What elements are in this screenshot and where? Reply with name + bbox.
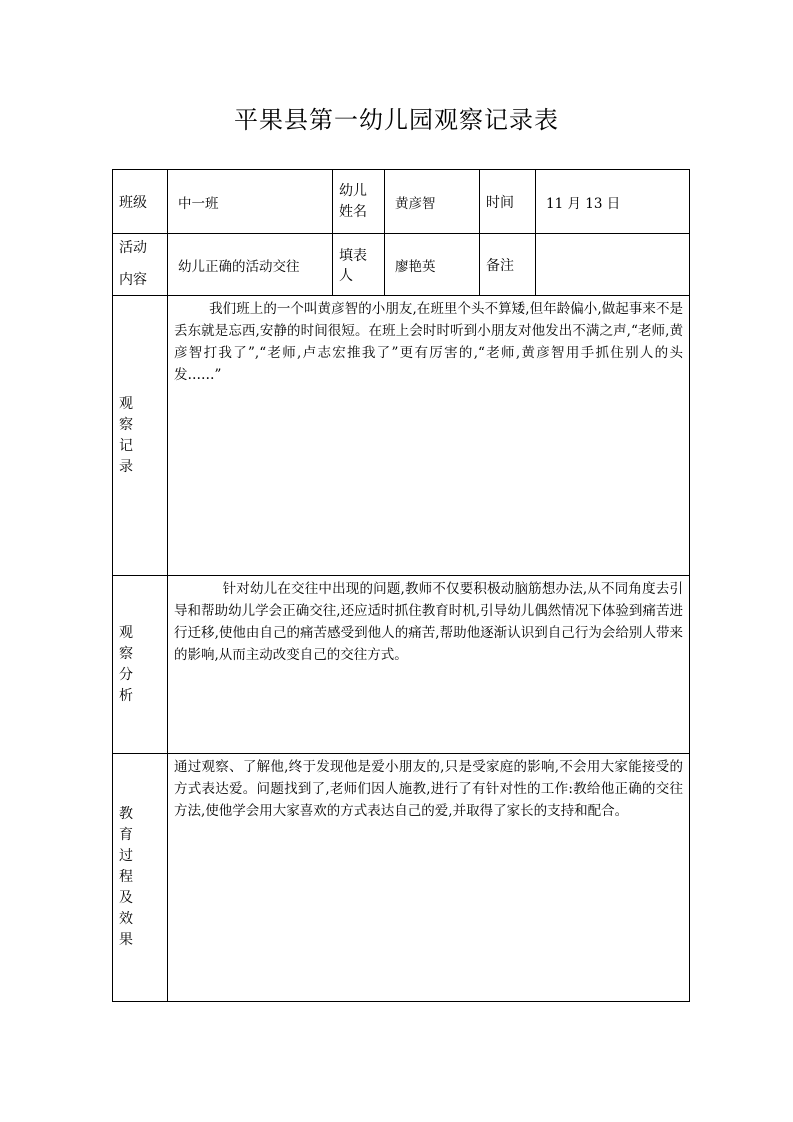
- table-row-info-1: [113, 170, 690, 234]
- time-value: 11 月 13 日: [536, 170, 690, 234]
- observation-label-char: 察: [119, 416, 133, 433]
- education-process-text: 通过观察、了解他,终于发现他是爱小朋友的,只是受家庭的影响,不会用大家能接受的方式表达爱。问题找到了,老师们因人施教,进行了有针对性的工作:教给他正确的交往方法,使他学会用大家喜欢的方式表达自己的爱,并取得了家长的支持和配合。: [174, 759, 683, 819]
- table-row-analysis: [113, 576, 690, 754]
- observation-record-text: 我们班上的一个叫黄彦智的小朋友,在班里个头不算矮,但年龄偏小,做起事来不是丢东就是忘西,安静的时间很短。在班上会时时听到小朋友对他发出不满之声,“老师,黄彦智打我了”,“老师,卢志宏推我了”更有厉害的,“老师,黄彦智用手抓住别人的头发……”: [174, 301, 683, 383]
- observation-label-char: 录: [119, 458, 133, 475]
- filler-value: 廖艳英: [385, 234, 480, 296]
- time-label: 时间: [480, 170, 536, 234]
- education-label-char: 程: [119, 869, 133, 885]
- activity-label-line2: 内容: [119, 272, 147, 288]
- activity-label-line1: 活动: [119, 240, 147, 256]
- education-label-char: 果: [119, 932, 133, 948]
- observation-label-char: 观: [119, 395, 133, 412]
- table-row-info-2: [113, 234, 690, 296]
- class-value: 中一班: [168, 170, 333, 234]
- observation-analysis-cell: [168, 576, 690, 754]
- observation-label: [113, 296, 168, 576]
- education-label-char: 及: [119, 890, 133, 906]
- observation-record-table: [112, 169, 690, 1002]
- education-label: [113, 754, 168, 1002]
- observation-analysis-text: 针对幼儿在交往中出现的问题,教师不仅要积极动脑筋想办法,从不同角度去引导和帮助幼儿学会正确交往,还应适时抓住教育时机,引导幼儿偶然情况下体验到痛苦进行迁移,使他由自己的痛苦感受到他人的痛苦,帮助他逐渐认识到自己行为会给别人带来的影响,从而主动改变自己的交往方式。: [174, 581, 683, 663]
- analysis-label: [113, 576, 168, 754]
- child-name-label: [333, 170, 385, 234]
- observation-label-char: 记: [119, 437, 133, 454]
- education-label-char: 过: [119, 848, 133, 864]
- remark-value: [536, 234, 690, 296]
- analysis-label-char: 察: [119, 645, 133, 662]
- analysis-label-char: 观: [119, 624, 133, 641]
- education-label-char: 育: [119, 827, 133, 843]
- page-title: 平果县第一幼儿园观察记录表: [234, 106, 559, 134]
- child-name-value: 黄彦智: [385, 170, 480, 234]
- education-label-char: 教: [119, 806, 133, 822]
- table-row-education: [113, 754, 690, 1002]
- activity-label: [113, 234, 168, 296]
- analysis-label-char: 分: [119, 666, 133, 683]
- analysis-label-char: 析: [119, 687, 133, 704]
- remark-label: 备注: [480, 234, 536, 296]
- education-process-cell: [168, 754, 690, 1002]
- education-label-char: 效: [119, 911, 133, 927]
- observation-record-cell: [168, 296, 690, 576]
- activity-value: 幼儿正确的活动交往: [168, 234, 333, 296]
- class-label: 班级: [113, 170, 168, 234]
- table-row-observation: [113, 296, 690, 576]
- child-name-label-line2: 姓名: [339, 203, 367, 220]
- child-name-label-line1: 幼儿: [339, 182, 367, 199]
- filler-label: 填表人: [333, 234, 385, 296]
